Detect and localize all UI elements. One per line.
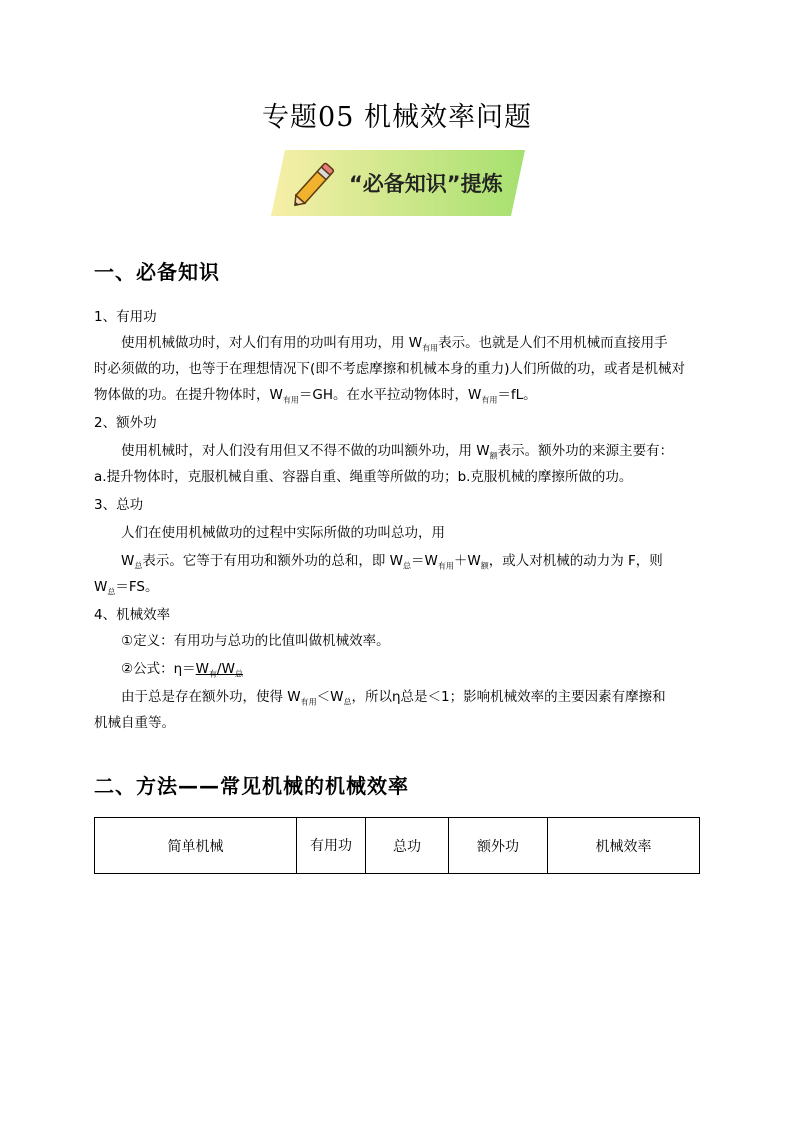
paragraph-line: 物体做的功。在提升物体时，$W_{有用}=GH$。在水平拉动物体时，$W_{有用}=fL$。	[94, 387, 537, 405]
section-heading-knowledge: 一、必备知识	[94, 260, 220, 284]
subsection-title-extra-work: 2、额外功	[94, 415, 157, 431]
table-header-cell: 有用功	[297, 818, 366, 874]
knowledge-banner	[271, 150, 525, 216]
table-header-row	[95, 818, 700, 874]
paragraph-line: 由于总是存在额外功，使得 $W_{有用}<W_总$，所以η总是＜1；影响机械效率的主要因素有摩擦和	[121, 689, 666, 707]
definition-line: ①定义：有用功与总功的比值叫做机械效率。	[121, 633, 390, 649]
table-header-cell: 总功	[366, 818, 449, 874]
paragraph-line: $W_总$表示。它等于有用功和额外功的总和，即 $W_总=W_{有用}+W_额$，或人对机械的动力为 F，则	[121, 553, 663, 571]
pencil-icon	[285, 153, 345, 213]
paragraph-line: a.提升物体时，克服机械自重、容器自重、绳重等所做的功；b.克服机械的摩擦所做的功。	[94, 469, 633, 485]
paragraph-line: 时必须做的功，也等于在理想情况下(即不考虑摩擦和机械本身的重力)人们所做的功，或者是机械对	[94, 361, 686, 377]
table-header-cell: 额外功	[449, 818, 548, 874]
formula-line: ②公式：$\eta=W_有/W_总$	[121, 661, 243, 679]
page-title: 专题05 机械效率问题	[262, 102, 532, 133]
paragraph-line: 使用机械做功时，对人们有用的功叫有用功，用 $W_{有用}$表示。也就是人们不用机械而直接用手	[121, 335, 668, 353]
section-heading-methods: 二、方法——常见机械的机械效率	[94, 774, 409, 798]
paragraph-line: 使用机械时，对人们没有用但又不得不做的功叫额外功，用 $W_额$表示。额外功的来源主要有：	[121, 443, 674, 461]
table-header-cell: 简单机械	[95, 818, 297, 874]
subsection-title-useful-work: 1、有用功	[94, 309, 157, 325]
paragraph-line: 机械自重等。	[94, 715, 175, 731]
subsection-title-total-work: 3、总功	[94, 497, 144, 513]
paragraph-line: 人们在使用机械做功的过程中实际所做的功叫总功，用	[121, 525, 445, 541]
banner-label: “必备知识”提炼	[349, 172, 503, 196]
paragraph-line: $W_总=FS$。	[94, 579, 159, 597]
efficiency-table	[94, 817, 700, 874]
table-header-cell: 机械效率	[548, 818, 700, 874]
subsection-title-efficiency: 4、机械效率	[94, 607, 171, 623]
